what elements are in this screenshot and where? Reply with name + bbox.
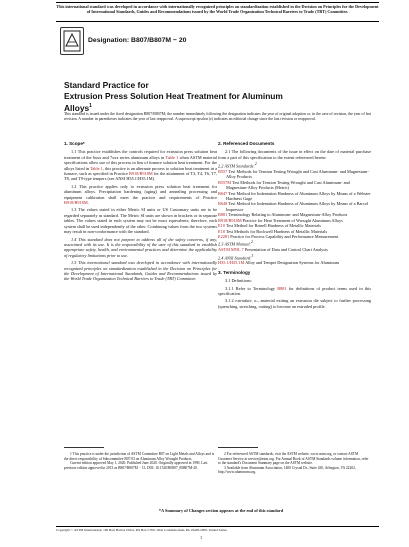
astm-ref-code-link[interactable]: E10 [218, 223, 225, 229]
astm-ref-title: Test Method for Indentation Hardness of Aluminum Alloys by Means of a Barcol Impressor [226, 201, 369, 212]
left-column [64, 140, 217, 284]
para-1-1-text-a: 1.1 This practice establishes the controls required for extrusion press solution heat treatment of the 6xxx and 7xxx series aluminum alloys in [64, 149, 217, 160]
extrudate-term: extrudate, n [235, 298, 257, 304]
astm-standards-heading [218, 162, 371, 169]
astm-ref-item [218, 169, 371, 180]
manual-ref-code-link[interactable]: ASTM MNL 7 [218, 247, 244, 253]
para-3-1-1-text-a: 3.1.1 Refer to Terminology [225, 285, 278, 291]
footnote: Current edition approved May 1, 2020. Published June 2020. Originally approved in 1990. Last previous edition approved in 2013 as B807/B807M − 13. DOI: 10.1520/B0807_B0807M-20. [64, 461, 208, 470]
para-1-2-text-b: . [87, 200, 89, 206]
para-3-1-2 [218, 298, 371, 309]
para-3-1-2-text-b: —material exiting an extrusion die subject to further processing (quenching, stretching, cutting) to become an extruded profile. [218, 298, 372, 309]
astm-ref-title: Test Method for Indentation Hardness of Aluminum Alloys by Means of a Webster Hardness Gage [226, 190, 371, 202]
astm-manual-fn: 2 [250, 240, 253, 245]
astm-ref-title: Test Methods for Tension Testing Wrought and Cast Aluminum- and Magnesium-Alloy Products [226, 169, 369, 180]
document-title [64, 80, 364, 113]
astm-ref-code-link[interactable]: E2281 [218, 233, 230, 239]
title-footnote-mark: 1 [89, 103, 92, 109]
astm-ref-item [218, 234, 371, 239]
ansi-ref-item [218, 260, 371, 265]
para-1-2-text-a: 1.2 This practice applies only to extrusion press solution heat treatment for aluminum alloys. Precipitation hardening (aging) and annealing processing and equipment calibration shall meet the practice and requirements of Practice [64, 183, 217, 200]
astm-ref-code-link[interactable]: E18 [218, 228, 225, 234]
table-1-link[interactable]: Table 1 [165, 154, 179, 160]
para-1-2 [64, 184, 217, 206]
para-1-3: 1.3 The values stated in either Metric SI units or US Customary units are to be regarded separately as standard. The Metric SI units are shown in brackets or in separate tables. The values stated in each system may not be exact equivalents; therefore, each system shall be used independently of the other. Combining values from the two systems may result in non-conformance with the standard. [64, 207, 217, 235]
para-2-1: 2.1 The following documents of the issue in effect on the date of material purchase form a part of this specification to the extent referenced herein: [218, 149, 371, 160]
table-1-link-2[interactable]: Table 1 [90, 165, 103, 171]
designation-note: This standard is issued under the fixed designation B807/B807M; the number immediately following the designation indicates the year of original adoption or, in the case of revision, the year of last revision. A number in parentheses indicates the year of last reapproval. A superscript epsilon (ε) indicates an editorial change since the last revision or reapproval. [64, 112, 372, 121]
ansi-list [218, 260, 371, 265]
terminology-heading: 3. Terminology [218, 269, 251, 275]
para-1-4: 1.4 This standard does not purport to address all of the safety concerns, if any, associated with its use. It is the responsibility of the user of this standard to establish appropriate safety, health, and environmental practices and determine the applicability of regulatory limitations prior to use. [64, 236, 217, 258]
page-number: 1 [200, 535, 203, 540]
astm-ref-code-link[interactable]: B881 [218, 212, 228, 218]
b918-link[interactable]: B918/B918M [129, 171, 153, 177]
ansi-ref-code-link[interactable]: H35.1/H35.1M [218, 260, 245, 266]
astm-manual-label: 2.3 ASTM Manual: [218, 241, 251, 247]
astm-ref-title: Test Method for Brinell Hardness of Metallic Materials [224, 223, 321, 229]
b881-link[interactable]: B881 [277, 285, 287, 291]
ansi-ref-title: Alloy and Temper Designation Systems for Aluminum [244, 260, 340, 266]
astm-ref-item [218, 201, 371, 212]
referenced-documents-heading: 2. Referenced Documents [218, 141, 275, 146]
astm-ref-title: Practice for Process Capability and Performance Measurement [229, 233, 339, 239]
right-column [218, 140, 371, 311]
astm-ref-title: Practice for Heat Treatment of Wrought Aluminum Alloys [241, 217, 343, 223]
astm-ref-title: Terminology Relating to Aluminum- and Magnesium-Alloy Products [227, 212, 348, 218]
tbt-notice: This international standard was developed in accordance with internationally recognized principles on standardization established in the Decision on Principles for the Development of International Standards, Guides and Recommendations issued by the World Trade Organization Technical Barriers to Trade (TBT) Committee. [56, 4, 379, 15]
manual-ref-item [218, 247, 371, 252]
astm-manual-heading [218, 240, 371, 247]
title-line-3-text: Alloys [64, 102, 90, 113]
para-3-1-1-text-b: for definitions of product terms used in this specification. [218, 285, 371, 297]
para-1-1-text-d: for the attainment of T3, T4, T6, T7, T8, and T9-type tempers (see ANSI H35.1/H35.1M). [64, 171, 217, 182]
astm-ref-code-link[interactable]: B557 [218, 169, 228, 175]
footnote: 1 This practice is under the jurisdiction of ASTM Committee B07 on Light Metals and Alloys and is the direct responsibility of Subcommittee B07.03 on Aluminum Alloy Wrought Products. [64, 452, 215, 461]
para-3-1-1 [218, 286, 371, 297]
astm-ref-code-link[interactable]: B647 [218, 190, 228, 196]
copyright: Copyright © ASTM International, 100 Barr Harbor Drive, PO Box C700, West Conshohocken, PA 19428-2959. United States [56, 528, 227, 532]
designation: Designation: B807/B807M − 20 [88, 37, 187, 44]
astm-manual-list [218, 247, 371, 252]
astm-logo-icon [63, 30, 81, 52]
bottom-rule [56, 526, 379, 527]
footnotes-right [218, 452, 371, 475]
astm-ref-item [218, 191, 371, 202]
para-1-1-text-c: , this practice is an alternate process to solution heat treatment in a furnace, such as specified in Practice [64, 165, 218, 177]
footnote: 3 Available from Aluminum Association, 1400 Crystal Dr., Suite 430, Arlington, VA 22202, http://www.aluminum.org. [218, 465, 356, 474]
footnote: 2 For referenced ASTM standards, visit the ASTM website, www.astm.org, or contact ASTM Customer Service at service@astm.org. For Annual Book of ASTM Standards volume information, refer to the standard's Document Summary page on the ASTM website. [218, 452, 369, 465]
astm-logo [60, 27, 84, 55]
para-1-5: 1.5 This international standard was developed in accordance with internationally recognized principles on standardization established in the Decision on Principles for the Development of International Standards, Guides and Recommendations issued by the World Trade Organization Technical Barriers to Trade (TBT) Committee. [64, 260, 217, 282]
astm-ref-code-link[interactable]: B648 [218, 201, 228, 207]
para-3-1-2-text-a: 3.1.2 [225, 298, 236, 304]
astm-ref-code-link[interactable]: B557M [218, 179, 232, 185]
astm-ref-title: Test Methods for Tension Testing Wrought and Cast Aluminum- and Magnesium-Alloy Products (Metric) [226, 179, 350, 191]
astm-ref-title: Test Methods for Rockwell Hardness of Metallic Materials [224, 228, 328, 234]
astm-ref-code-link[interactable]: B918/B918M [218, 217, 242, 223]
ansi-label: 2.4 ANSI Standard: [218, 254, 252, 260]
astm-standards-label: 2.2 ASTM Standards: [218, 163, 255, 169]
astm-standards-list [218, 169, 371, 239]
notice-rule [56, 21, 379, 22]
para-1-1-text-b: when ASTM material specifications allow use of this process in lieu of furnace solution heat treatment. For the alloys listed in [64, 154, 217, 171]
para-3-1: 3.1 Definitions: [225, 278, 252, 284]
top-rule [56, 2, 379, 3]
astm-standards-fn: 2 [254, 162, 257, 167]
title-line-1: Standard Practice for [64, 80, 149, 90]
b918-link-2[interactable]: B918/B918M [64, 200, 88, 206]
footnotes-left [64, 452, 217, 470]
manual-ref-title: Presentation of Data and Control Chart Analysis [243, 247, 328, 253]
astm-ref-item [218, 180, 371, 191]
title-line-2: Extrusion Press Solution Heat Treatment for Aluminum [64, 90, 283, 101]
ansi-heading [218, 254, 371, 261]
scope-heading: 1. Scope* [64, 141, 85, 146]
footnote-rule-left [64, 447, 104, 448]
footnote-rule-right [218, 447, 258, 448]
para-1-1 [64, 149, 217, 181]
ansi-fn: 3 [251, 253, 254, 258]
summary-of-changes-note: *A Summary of Changes section appears at the end of this standard [158, 508, 284, 513]
